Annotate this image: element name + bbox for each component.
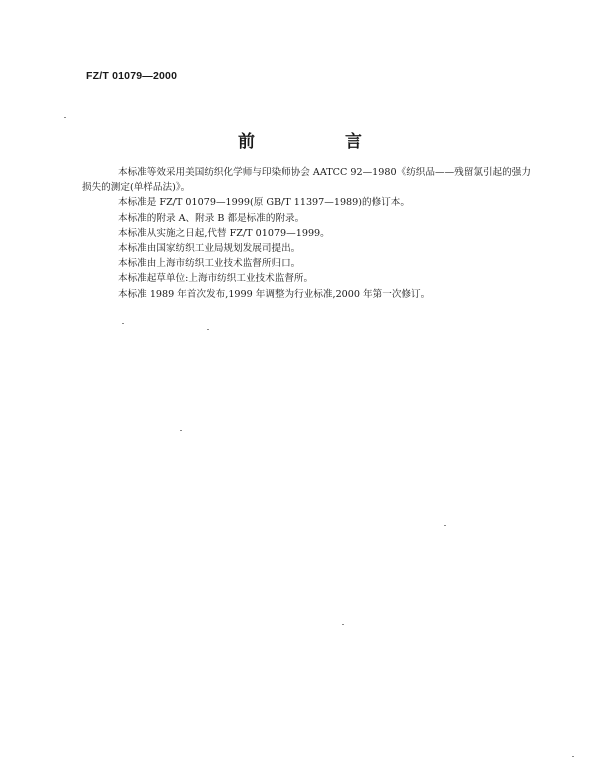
paragraph-drafted-by: 本标准起草单位:上海市纺织工业技术监督所。 [118,273,314,285]
standard-code: FZ/T 01079—2000 [86,70,178,82]
paragraph-annexes: 本标准的附录 A、附录 B 都是标准的附录。 [118,212,305,224]
paragraph-revision: 本标准是 FZ/T 01079—1999(原 GB/T 11397—1989)的修订本。 [118,197,410,209]
paragraph-proposed-by: 本标准由国家纺织工业局规划发展司提出。 [118,243,301,255]
paragraph-text: 本标准等效采用美国纺织化学师与印染师协会 AATCC 92—1980《纺织品——残留氯引起的强力 [118,167,531,178]
foreword-body [82,165,585,302]
scan-speck [180,430,182,431]
paragraph-history: 本标准 1989 年首次发布,1999 年调整为行业标准,2000 年第一次修订。 [118,288,431,300]
scan-speck [64,117,66,118]
scan-speck [122,323,124,324]
scan-speck [342,624,344,625]
paragraph-replaces: 本标准从实施之日起,代替 FZ/T 01079—1999。 [118,227,330,239]
scan-speck [444,525,446,526]
paragraph-continuation: 损失的测定(单样品法)》。 [82,182,191,194]
scan-speck [572,756,574,757]
scan-speck [207,329,209,330]
page-title: 前 言 [238,132,404,152]
paragraph-adoption [82,165,585,195]
paragraph-centralized-by: 本标准由上海市纺织工业技术监督所归口。 [118,258,301,270]
